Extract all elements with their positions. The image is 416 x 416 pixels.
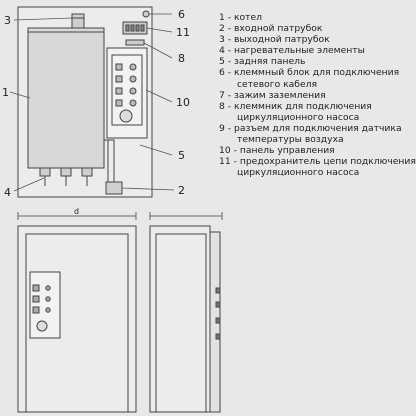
front-view: [18, 212, 136, 412]
legend-item-5: 5 - задняя панель: [219, 56, 306, 68]
legend-item-7: 7 - зажим заземления: [219, 89, 326, 101]
legend: [219, 12, 415, 178]
legend-item-8: 8 - клеммник для подключения: [219, 100, 372, 112]
callout-2: 2: [178, 184, 185, 197]
boiler-tank: [28, 28, 104, 168]
pump-terminal: [126, 40, 144, 45]
callout-3: 3: [4, 14, 11, 27]
legend-item-4: 4 - нагревательные элементы: [219, 45, 365, 57]
callout-8: 8: [178, 52, 185, 65]
legend-item-3: 3 - выходной патрубок: [219, 34, 330, 46]
callout-1: 1: [2, 86, 9, 99]
legend-item-11-cont: циркуляционного насоса: [237, 167, 360, 179]
front-knob: [37, 321, 47, 331]
callout-11: 11: [176, 26, 190, 39]
panel-knob: [120, 110, 132, 122]
callout-4: 4: [4, 186, 11, 199]
legend-item-2: 2 - входной патрубок: [219, 23, 323, 35]
legend-item-11: 11 - предохранитель цепи подключения: [219, 156, 416, 168]
inlet-nozzle: [106, 182, 122, 194]
callout-10: 10: [176, 96, 190, 109]
dimension-label: d: [74, 207, 80, 216]
side-housing: [150, 226, 210, 412]
side-view: [150, 212, 222, 412]
legend-item-6-cont: сетевого кабеля: [237, 78, 318, 90]
legend-item-9: 9 - разъем для подключения датчика: [219, 122, 402, 134]
callout-6: 6: [178, 8, 185, 21]
legend-item-9-cont: температуры воздуха: [237, 134, 344, 146]
ground-clamp: [143, 11, 149, 17]
legend-item-10: 10 - панель управления: [219, 145, 335, 157]
outlet-pipe: [72, 14, 84, 28]
legend-item-6: 6 - клеммный блок для подключения: [219, 67, 400, 79]
callout-5: 5: [178, 149, 185, 162]
legend-item-8-cont: циркуляционного насоса: [237, 111, 360, 123]
interior-view: [10, 7, 174, 197]
legend-item-1: 1 - котел: [219, 12, 263, 23]
